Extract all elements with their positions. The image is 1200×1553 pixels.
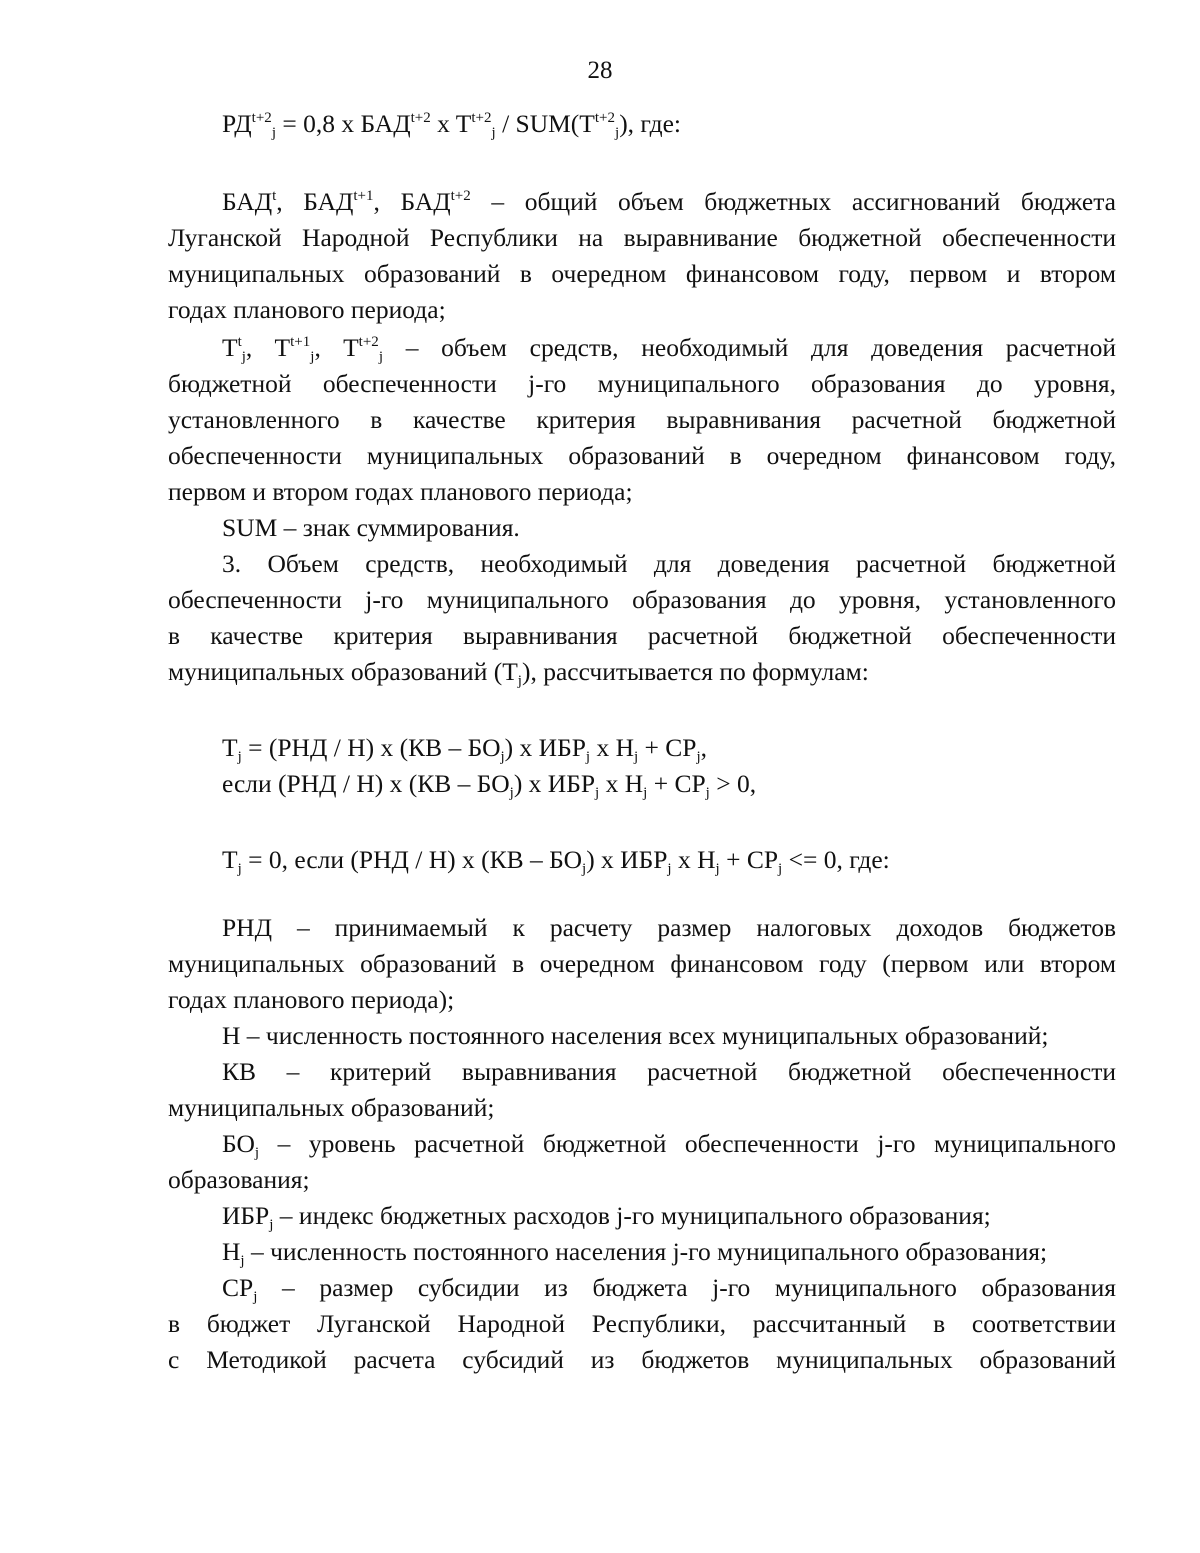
- superscript: t+2: [358, 334, 379, 350]
- subscript: j: [237, 749, 242, 765]
- rnd-definition-line-2: муниципальных образований в очередном финансовом году (первом или втором: [168, 949, 1116, 978]
- superscript: t+2: [251, 110, 272, 126]
- sr-definition-line-3: с Методикой расчета субсидий из бюджетов муниципальных образований: [168, 1345, 1116, 1374]
- term: T: [222, 333, 238, 362]
- subscript: j: [517, 673, 522, 689]
- subscript: j: [715, 861, 720, 877]
- superscript: t+2: [450, 188, 471, 204]
- subscript: j: [240, 1253, 245, 1269]
- body-text: ), рассчитывается по формулам:: [521, 657, 869, 686]
- superscript: t+2: [410, 110, 431, 126]
- formula-text: = 0, если (РНД / Н) x (КВ – БО: [241, 845, 583, 874]
- formula-text: <= 0, где:: [782, 845, 890, 874]
- formula-text: + СР: [719, 845, 779, 874]
- sr-definition-line-2: в бюджет Луганской Народной Республики, рассчитанный в соответствии: [168, 1309, 1116, 1338]
- subscript: j: [310, 349, 315, 365]
- subscript: j: [254, 1145, 260, 1161]
- t-definition-line-3: установленного в качестве критерия выравнивания расчетной бюджетной: [168, 405, 1116, 434]
- term: ИБР: [222, 1201, 270, 1230]
- term: , БАД: [276, 187, 354, 216]
- subscript: j: [585, 749, 591, 765]
- formula-text: РД: [222, 109, 252, 138]
- subscript: j: [237, 861, 242, 877]
- formula-text: x Н: [671, 845, 716, 874]
- term: , T: [314, 333, 359, 362]
- subscript: j: [643, 785, 648, 801]
- formula-text: ) x ИБР: [586, 845, 668, 874]
- formula-text: ,: [700, 733, 708, 762]
- n-definition: Н – численность постоянного населения всех муниципальных образований;: [222, 1021, 1049, 1050]
- t-definition-line-2: бюджетной обеспеченности j-го муниципального образования до уровня,: [168, 369, 1116, 398]
- definition-text: – численность постоянного населения j-го муниципального образования;: [244, 1237, 1048, 1266]
- item3-line-4: [168, 654, 1116, 690]
- subscript: j: [378, 349, 383, 365]
- formula-text: = 0,8 x БАД: [275, 109, 411, 138]
- bo-definition-line-2: образования;: [168, 1165, 310, 1194]
- subscript: j: [667, 861, 672, 877]
- subscript: j: [705, 785, 710, 801]
- formula-text: ) x ИБР: [504, 733, 586, 762]
- subscript: j: [500, 749, 505, 765]
- formula-text: = (РНД / Н) x (КВ – БО: [241, 733, 501, 762]
- item3-line-3: в качестве критерия выравнивания расчетной бюджетной обеспеченности: [168, 621, 1116, 650]
- subscript: j: [269, 1217, 274, 1233]
- body-text: муниципальных образований (T: [168, 657, 518, 686]
- definition-text: – размер субсидии из бюджета j-го муниципального образования: [257, 1273, 1116, 1302]
- formula-t-line-2: [222, 766, 1116, 802]
- definition-text: – уровень расчетной бюджетной обеспеченности j-го муниципального: [259, 1129, 1116, 1158]
- subscript: j: [634, 749, 639, 765]
- superscript: t+1: [290, 334, 311, 350]
- definition-text: – индекс бюджетных расходов j-го муниципального образования;: [273, 1201, 991, 1230]
- sr-definition-line-1: [222, 1270, 1116, 1306]
- formula-text: x T: [430, 109, 472, 138]
- superscript: t+1: [353, 188, 374, 204]
- nj-definition: [222, 1234, 1116, 1270]
- bad-definition-line-3: муниципальных образований в очередном финансовом году, первом и втором: [168, 259, 1116, 288]
- page-number: 28: [587, 57, 613, 84]
- subscript: j: [509, 785, 514, 801]
- rnd-definition-line-3: годах планового периода);: [168, 985, 455, 1014]
- formula-text: ), где:: [619, 109, 681, 138]
- bad-definition-line-4: годах планового периода;: [168, 295, 446, 324]
- term: СР: [222, 1273, 254, 1302]
- superscript: t: [237, 334, 242, 350]
- subscript: j: [778, 861, 783, 877]
- ibr-definition: [222, 1198, 1116, 1234]
- formula-text: / SUM(T: [495, 109, 595, 138]
- formula-text: T: [222, 733, 238, 762]
- subscript: j: [595, 785, 600, 801]
- formula-text: T: [222, 845, 238, 874]
- term: БАД: [222, 187, 273, 216]
- subscript: j: [271, 125, 276, 141]
- formula-text: если (РНД / Н) x (КВ – БО: [222, 769, 510, 798]
- superscript: t+2: [471, 110, 492, 126]
- kv-definition-line-2: муниципальных образований;: [168, 1093, 495, 1122]
- rnd-definition-line-1: РНД – принимаемый к расчету размер налоговых доходов бюджетов: [222, 913, 1116, 942]
- bo-definition-line-1: [222, 1126, 1116, 1162]
- formula-text: x Н: [599, 769, 644, 798]
- formula-t-zero: [222, 842, 1116, 878]
- term: , T: [245, 333, 291, 362]
- formula-text: + СР: [638, 733, 697, 762]
- superscript: t: [272, 188, 277, 204]
- subscript: j: [615, 125, 620, 141]
- sum-definition: SUM – знак суммирования.: [222, 513, 520, 542]
- subscript: j: [582, 861, 587, 877]
- formula-t-line-1: [222, 730, 1116, 766]
- formula-rd: [222, 106, 1116, 142]
- item3-line-1: 3. Объем средств, необходимый для доведения расчетной бюджетной: [222, 549, 1116, 578]
- t-definition-line-4: обеспеченности муниципальных образований в очередном финансовом году,: [168, 441, 1116, 470]
- formula-text: > 0,: [709, 769, 757, 798]
- definition-text: – объем средств, необходимый для доведения расчетной: [382, 333, 1116, 362]
- superscript: t+2: [594, 110, 616, 126]
- definition-text: – общий объем бюджетных ассигнований бюджета: [470, 187, 1116, 216]
- subscript: j: [491, 125, 496, 141]
- t-definition-line-5: первом и втором годах планового периода;: [168, 477, 633, 506]
- formula-text: + СР: [647, 769, 706, 798]
- bad-definition-line-2: Луганской Народной Республики на выравнивание бюджетной обеспеченности: [168, 223, 1116, 252]
- subscript: j: [696, 749, 701, 765]
- kv-definition-line-1: КВ – критерий выравнивания расчетной бюджетной обеспеченности: [222, 1057, 1116, 1086]
- term: Н: [222, 1237, 241, 1266]
- subscript: j: [241, 349, 246, 365]
- t-definition-line-1: [222, 330, 1116, 366]
- term: , БАД: [373, 187, 451, 216]
- subscript: j: [253, 1289, 258, 1305]
- bad-definition-line-1: [222, 184, 1116, 220]
- formula-text: x Н: [590, 733, 634, 762]
- item3-line-2: обеспеченности j-го муниципального образования до уровня, установленного: [168, 585, 1116, 614]
- term: БО: [222, 1129, 255, 1158]
- formula-text: ) x ИБР: [513, 769, 596, 798]
